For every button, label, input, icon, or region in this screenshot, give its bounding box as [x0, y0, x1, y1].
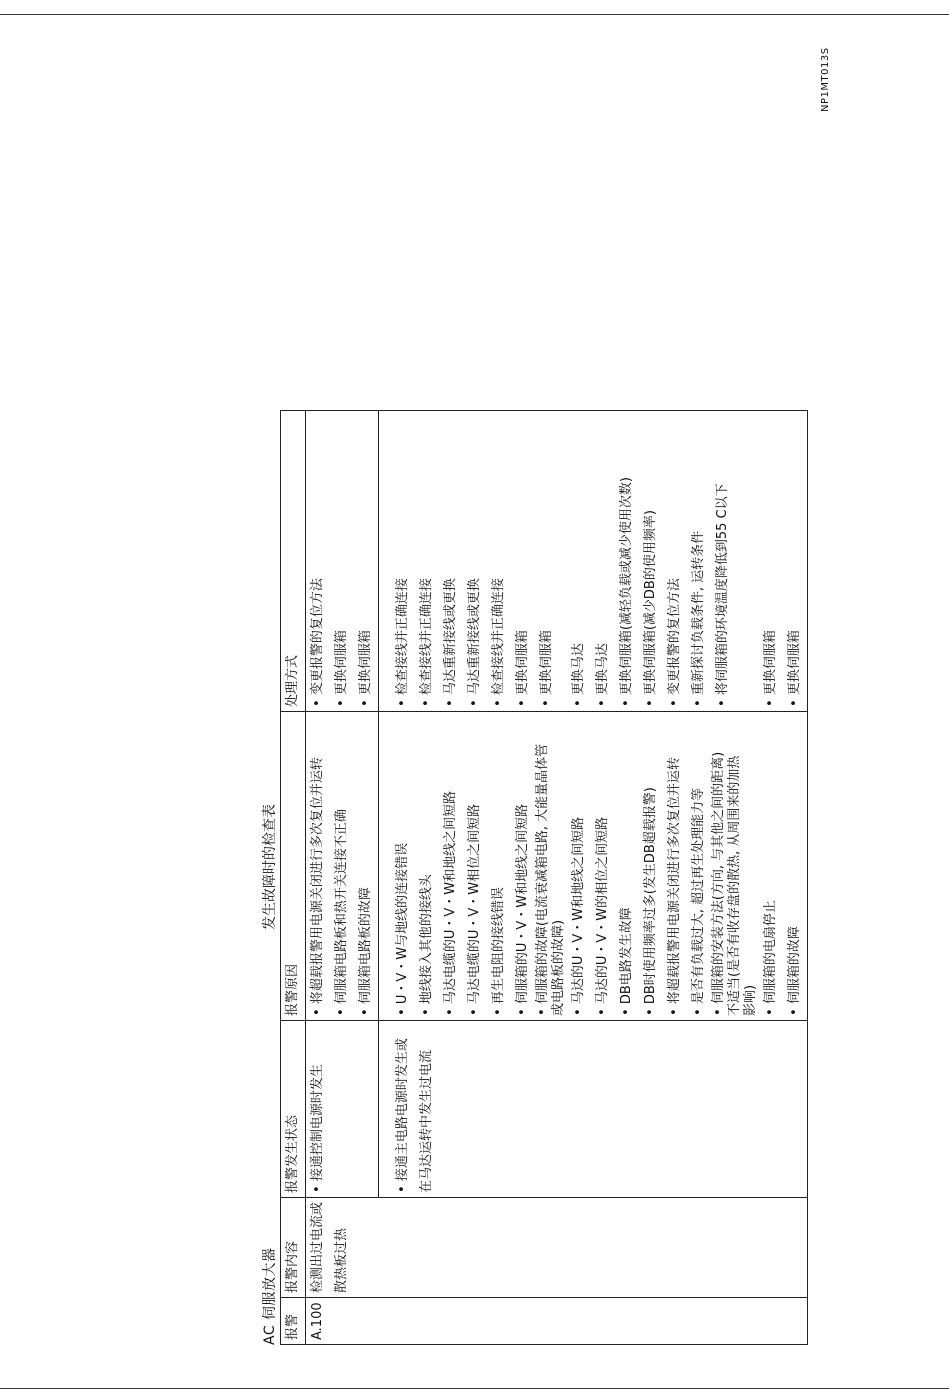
state-line: • 接通控制电源时发生 — [310, 1064, 325, 1193]
bottom-rule — [0, 1388, 949, 1389]
action-line: • 更换马达 — [571, 643, 586, 707]
action-line: • 更换伺服箱 — [515, 630, 530, 707]
cause-line: • 伺服箱的电扇停止 — [763, 900, 778, 1016]
cause-line: • 地线接入其他的接线头 — [419, 874, 434, 1016]
cause-line: 影响) — [743, 984, 758, 1016]
action-cell — [379, 410, 808, 711]
header-row — [281, 410, 306, 1344]
cause-line: • 马达电缆的U・V・W相位之间短路 — [467, 803, 482, 1016]
cause-line: • 伺服箱的安装方法(方向, 与其他之间的距离) — [711, 751, 726, 1016]
top-rule — [0, 14, 949, 15]
action-line: • 更换伺服箱 — [334, 630, 349, 707]
action-line: • 更换伺服箱(减少DB的使用频率) — [643, 510, 658, 707]
page-title: 发生故障时的检查表 — [262, 804, 278, 930]
alarm-content-line: 散热板过热 — [334, 1227, 349, 1293]
check-table — [280, 410, 808, 1345]
action-line: • 更换伺服箱 — [539, 630, 554, 707]
header-alarm: 报警 — [281, 1298, 306, 1345]
state-cell — [379, 1020, 808, 1197]
cause-line: • DB电路发生故障 — [619, 907, 634, 1016]
cause-line: • 马达的U・V・W的相位之间短路 — [595, 816, 610, 1016]
state-cell — [306, 1020, 379, 1197]
action-line: • 变更报警的复位方法 — [667, 578, 682, 707]
cause-line: • DB时使用频率过多(发生DB超载报警) — [643, 787, 658, 1016]
cause-line: • 将超载报警用电源关闭进行多次复位并运转 — [667, 757, 682, 1016]
cause-line: • 伺服箱的故障 — [787, 926, 802, 1016]
action-line: • 更换伺服箱 — [763, 630, 778, 707]
alarm-code: A.100 — [306, 1298, 808, 1345]
header-content: 报警内容 — [281, 1197, 306, 1297]
table-row — [306, 410, 379, 1344]
cause-line: • 马达电缆的U・V・W和地线之间短路 — [443, 790, 458, 1016]
state-line: • 接通主电路电源时发生或 — [395, 1038, 410, 1193]
cause-cell — [306, 711, 379, 1020]
header-action: 处理方式 — [281, 410, 306, 711]
action-cell — [306, 410, 379, 711]
action-line: • 更换伺服箱 — [787, 630, 802, 707]
action-line: • 检查接线并正确连接 — [395, 578, 410, 707]
alarm-content-line: 检测出过电流或 — [310, 1201, 325, 1293]
cause-line: 不适当(是否有收存盘的散热, 从周围来的加热 — [727, 755, 742, 1016]
action-line: • 更换马达 — [595, 643, 610, 707]
action-line: • 检查接线并正确连接 — [419, 578, 434, 707]
reference-code: NP1MT013S — [820, 47, 831, 112]
action-line: • 检查接线并正确连接 — [491, 578, 506, 707]
header-cause: 报警原因 — [281, 711, 306, 1020]
rotated-document — [258, 245, 878, 1345]
cause-line: • 伺服箱电路板和热开关连接不正确 — [334, 809, 349, 1016]
cause-line: • 将超载报警用电源关闭进行多次复位并运转 — [310, 757, 325, 1016]
cause-line: • 伺服箱的故障(电流衰减箱电路, 大能量晶体管 — [535, 743, 550, 1016]
action-line: • 马达重新接线或更换 — [467, 578, 482, 707]
action-line: • 重新探讨负载条件, 运转条件 — [691, 530, 706, 707]
alarm-content — [306, 1197, 808, 1297]
action-line: • 更换伺服箱 — [358, 630, 373, 707]
subtitle: AC 伺服放大器 — [262, 1247, 278, 1345]
header-state: 报警发生状态 — [281, 1020, 306, 1197]
cause-line: • 伺服箱电路板的故障 — [358, 887, 373, 1016]
state-line: 在马达运转中发生过电流 — [419, 1049, 434, 1193]
cause-line: • 是否有负载过大, 超过再生处理能力等 — [691, 787, 706, 1016]
cause-line: • U・V・W与地线的连接错误 — [395, 842, 410, 1016]
action-line: • 变更报警的复位方法 — [310, 578, 325, 707]
action-line: • 马达重新接线或更换 — [443, 578, 458, 707]
cause-cell — [379, 711, 808, 1020]
cause-line: • 伺服箱的U・V・W和地线之间短路 — [515, 803, 530, 1016]
cause-line: • 再生电阻的接线错误 — [491, 887, 506, 1016]
cause-line: • 马达的U・V・W和地线之间短路 — [571, 816, 586, 1016]
action-line: • 将伺服箱的环境温度降低到55 C以下 — [715, 483, 730, 707]
action-line: • 更换伺服箱(减轻负载或减少使用次数) — [619, 477, 634, 707]
cause-line: 或电路板的故障) — [551, 919, 566, 1016]
